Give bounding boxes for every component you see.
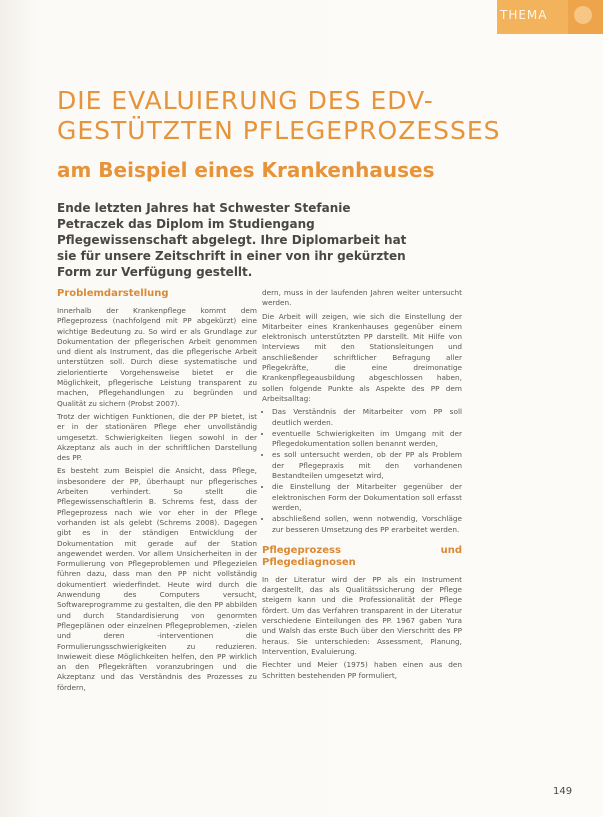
paragraph: Innerhalb der Krankenpflege kommt dem Pflegeprozess (nachfolgend mit PP abgekürzt) eine wichtige Bedeutung zu. So wird er als Grundlage zur Dokumentation der pflegerischen Arbeit genommen und dient als Instrument, das die pflegerische Arbeit unterstützen soll. Durch diese systematische und zielorientierte Vorgehensweise bietet er die Möglichkeit, pflegerische Leistung transparent zu machen, Pflegehandlungen zu begründen und Qualität zu sichern (Probst 2007). — [57, 306, 257, 408]
article-subtitle: am Beispiel eines Krankenhauses — [57, 158, 435, 182]
section-heading-diagnoses: Pflegeprozess und Pflegediagnosen — [262, 544, 462, 568]
article-title: DIE EVALUIERUNG DES EDV-GESTÜTZTEN PFLEGEPROZESSES — [57, 86, 501, 145]
list-item: • es soll untersucht werden, ob der PP als Problem der Pflegepraxis mit den vorhandenen Bestandteilen umgesetzt wird, — [272, 450, 462, 481]
paragraph: Trotz der wichtigen Funktionen, die der PP bietet, ist er in der stationären Pflege eher unvollständig umgesetzt. Schwierigkeiten liegen sowohl in der Akzeptanz als auch in der schriftlichen Darstellung des PP. — [57, 411, 257, 463]
paragraph: Die Arbeit will zeigen, wie sich die Einstellung der Mitarbeiter eines Krankenhauses gegenüber einem elektronisch unterstützten PP darstellt. Mit Hilfe von Interviews mit den Stationsleitungen und anschließender schriftlicher Befragung aller Pflegekräfte, die eine dreimonatige Krankenpflegeausbildung abgeschlossen haben, sollen folgende Punkte als Aspekte des PP dem Arbeitsalltag: — [262, 311, 462, 403]
section-heading-problem: Problemdarstellung — [57, 288, 169, 299]
paragraph: In der Literatur wird der PP als ein Instrument dargestellt, das als Qualitätssicherung der Pflege steigern kann und die Professionalität der Pflege fördert. Um das Verfahren transparent in der Literatur verschiedene Einteilungen des PP. 1967 gaben Yura und Walsh das erste Buch über den Vierschritt des PP heraus. Sie unterschieden: Assessment, Planung, Intervention, Evaluierung. — [262, 574, 462, 656]
list-item: • abschließend sollen, wenn notwendig, Vorschläge zur besseren Umsetzung des PP erarbeitet werden. — [272, 514, 462, 535]
text-column-left — [57, 288, 257, 696]
list-item: • Das Verständnis der Mitarbeiter vom PP soll deutlich werden. — [272, 407, 462, 428]
page-number: 149 — [553, 786, 573, 797]
paragraph: Fiechter und Meier (1975) haben einen aus den Schritten bestehenden PP formuliert, — [262, 660, 462, 680]
aims-list — [262, 407, 462, 535]
section-logo-mark — [568, 0, 603, 34]
list-item: • eventuelle Schwierigkeiten im Umgang mit der Pflegedokumentation sollen benannt werden, — [272, 429, 462, 450]
article-intro: Ende letzten Jahres hat Schwester Stefanie Petraczek das Diplom im Studiengang Pflegewissenschaft abgelegt. Ihre Diplomarbeit hat sie für unsere Zeitschrift in einer von ihr gekürzten Form zur Verfügung gestellt. — [57, 201, 407, 279]
paragraph: dern, muss in der laufenden Jahren weiter untersucht werden. — [262, 288, 462, 308]
section-label: THEMA — [500, 8, 548, 22]
paragraph: Es besteht zum Beispiel die Ansicht, dass Pflege, insbesondere der PP, überhaupt nur pflegerisches Arbeiten verhindert. So stellt die Pflegewissenschaftlerin B. Schrems fest, dass der Pflegeprozess nach wie vor eher in der Pflege vorhanden ist als gelebt (Schrems 2008). Dagegen gibt es in der ständigen Entwicklung der Dokumentation mit gerade auf der Station angewendet werden. Vor allem Unsicherheiten in der Formulierung von Pflegeproblemen und Pflegezielen führen dazu, dass man den PP nicht vollständig dokumentiert wiederfindet. Heute wird durch die Anwendung des Computers versucht, Softwareprogramme zu gestalten, die den PP abbilden und durch Standardisierung von genormten Pflegeplänen oder einzelnen Pflegeproblemen, -zielen und deren -interventionen die Formulierungsschwierigkeiten zu reduzieren. Inwieweit diese Möglichkeiten helfen, den PP wirklich an den Pflegekräften voranzubringen und die Akzeptanz und das Verständnis des Prozesses zu fördern, — [57, 466, 257, 692]
text-column-right — [262, 288, 462, 684]
list-item: • die Einstellung der Mitarbeiter gegenüber der elektronischen Form der Dokumentation soll erfasst werden, — [272, 482, 462, 513]
